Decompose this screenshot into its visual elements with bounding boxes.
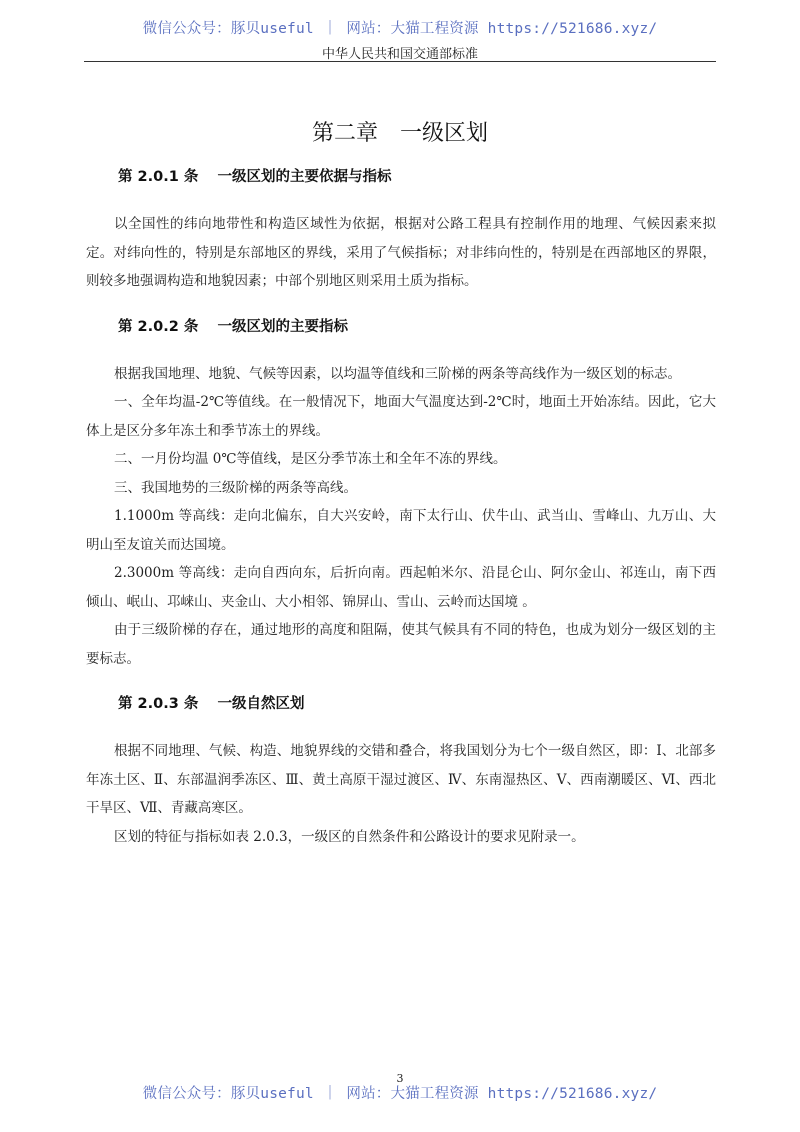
paragraph: 由于三级阶梯的存在，通过地形的高度和阻隔，使其气候具有不同的特色，也成为划分一级区划的主要标志。 bbox=[86, 622, 716, 667]
paragraph: 2.3000m 等高线：走向自西向东，后折向南。西起帕米尔、沿昆仑山、阿尔金山、祁连山，南下西倾山、岷山、邛崃山、夹金山、大小相邻、锦屏山、雪山、云岭而达国境 。 bbox=[86, 565, 716, 610]
section-title: 一级区划的主要依据与指标 bbox=[217, 169, 392, 185]
watermark-top: 微信公众号：豚贝useful ｜ 网站：大猫工程资源 https://521686.xyz/ bbox=[142, 21, 658, 37]
paragraph: 一、全年均温-2℃等值线。在一般情况下，地面大气温度达到-2℃时，地面土开始冻结。因此，它大体上是区分多年冻土和季节冻土的界线。 bbox=[86, 394, 716, 439]
running-head: 中华人民共和国交通部标准 bbox=[321, 47, 478, 62]
chapter-title: 第二章 一级区划 bbox=[311, 121, 488, 146]
section-2-0-2 bbox=[86, 310, 716, 674]
paragraph: 区划的特征与指标如表 2.0.3，一级区的自然条件和公路设计的要求见附录一。 bbox=[114, 828, 585, 845]
paragraph: 1.1000m 等高线：走向北偏东，自大兴安岭，南下太行山、伏牛山、武当山、雪峰山、九万山、大明山至友谊关而达国境。 bbox=[86, 508, 716, 553]
section-heading bbox=[118, 160, 716, 194]
page-number: 3 bbox=[396, 1072, 404, 1085]
paragraph: 以全国性的纬向地带性和构造区域性为依据，根据对公路工程具有控制作用的地理、气候因素来拟定。对纬向性的，特别是东部地区的界线，采用了气候指标；对非纬向性的，特别是在西部地区的界限，则较多地强调构造和地貌因素；中部个别地区则采用土质为指标。 bbox=[86, 216, 716, 289]
watermark-bottom: 微信公众号：豚贝useful ｜ 网站：大猫工程资源 https://521686.xyz/ bbox=[142, 1086, 658, 1102]
section-title: 一级自然区划 bbox=[217, 696, 305, 712]
section-2-0-3 bbox=[86, 687, 716, 851]
document-body bbox=[86, 160, 716, 865]
section-title: 一级区划的主要指标 bbox=[217, 318, 348, 335]
paragraph: 三、我国地势的三级阶梯的两条等高线。 bbox=[114, 479, 357, 496]
header-rule bbox=[84, 61, 716, 62]
paragraph: 根据不同地理、气候、构造、地貌界线的交错和叠合，将我国划分为七个一级自然区，即：Ⅰ、北部多年冻土区、Ⅱ、东部温润季冻区、Ⅲ、黄土高原干湿过渡区、Ⅳ、东南湿热区、Ⅴ、西南潮暖区、Ⅵ、西北干旱区、Ⅶ、青藏高寒区。 bbox=[86, 743, 716, 816]
section-number: 第 2.0.2 条 bbox=[118, 318, 199, 335]
section-2-0-1 bbox=[86, 160, 716, 296]
paragraph: 二、一月份均温 0℃等值线，是区分季节冻土和全年不冻的界线。 bbox=[114, 451, 507, 467]
section-heading bbox=[118, 687, 716, 721]
paragraph: 根据我国地理、地貌、气候等因素，以均温等值线和三阶梯的两条等高线作为一级区划的标志。 bbox=[114, 365, 681, 382]
section-number: 第 2.0.1 条 bbox=[118, 169, 199, 185]
section-number: 第 2.0.3 条 bbox=[118, 696, 199, 712]
section-heading bbox=[118, 310, 716, 344]
